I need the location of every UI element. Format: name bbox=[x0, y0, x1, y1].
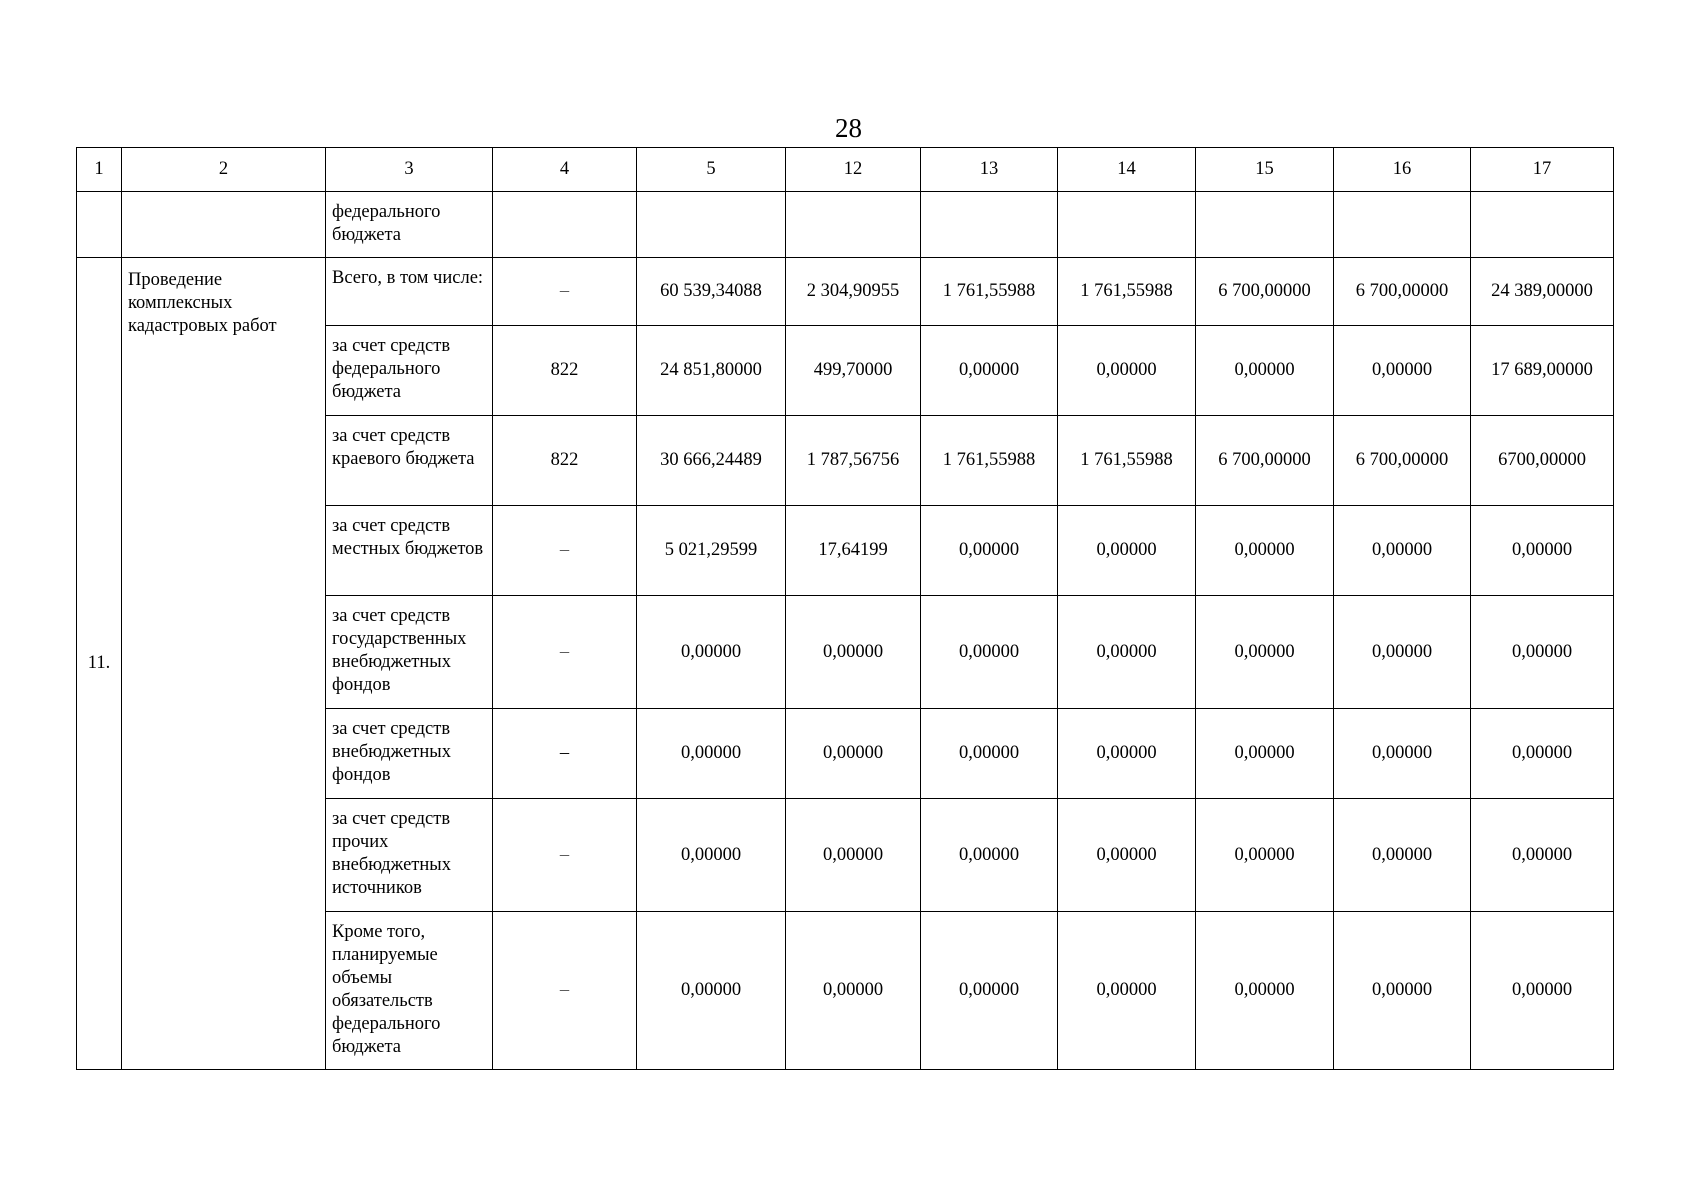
value-cell: 0,00000 bbox=[1196, 506, 1334, 596]
item-name-cell: Проведение комплексных кадастровых работ bbox=[122, 258, 326, 1070]
table-row bbox=[77, 258, 1614, 326]
empty-cell bbox=[1471, 192, 1614, 258]
value-cell: 0,00000 bbox=[921, 709, 1058, 799]
value-cell: 0,00000 bbox=[921, 506, 1058, 596]
empty-cell bbox=[1196, 192, 1334, 258]
value-cell: 1 761,55988 bbox=[1058, 416, 1196, 506]
value-cell: 0,00000 bbox=[786, 799, 921, 912]
value-cell: 0,00000 bbox=[1058, 326, 1196, 416]
value-cell: 0,00000 bbox=[921, 912, 1058, 1070]
code-cell: – bbox=[493, 799, 637, 912]
value-cell: 0,00000 bbox=[786, 596, 921, 709]
value-cell: 1 761,55988 bbox=[921, 416, 1058, 506]
empty-cell bbox=[122, 192, 326, 258]
value-cell: 17,64199 bbox=[786, 506, 921, 596]
empty-cell bbox=[77, 192, 122, 258]
code-cell: – bbox=[493, 709, 637, 799]
value-cell: 60 539,34088 bbox=[637, 258, 786, 326]
page-number: 28 bbox=[835, 113, 862, 143]
value-cell: 0,00000 bbox=[1471, 506, 1614, 596]
value-cell: 0,00000 bbox=[1058, 596, 1196, 709]
column-number-cell: 14 bbox=[1058, 148, 1196, 192]
value-cell: 499,70000 bbox=[786, 326, 921, 416]
value-cell: 0,00000 bbox=[1471, 596, 1614, 709]
value-cell: 0,00000 bbox=[1334, 799, 1471, 912]
column-number-cell: 13 bbox=[921, 148, 1058, 192]
value-cell: 0,00000 bbox=[1471, 709, 1614, 799]
value-cell: 1 761,55988 bbox=[921, 258, 1058, 326]
empty-cell bbox=[493, 192, 637, 258]
value-cell: 24 851,80000 bbox=[637, 326, 786, 416]
funding-source-cell: федерального бюджета bbox=[326, 192, 493, 258]
code-cell: – bbox=[493, 258, 637, 326]
value-cell: 17 689,00000 bbox=[1471, 326, 1614, 416]
item-number-cell: 11. bbox=[77, 258, 122, 1070]
value-cell: 0,00000 bbox=[1471, 799, 1614, 912]
header-row bbox=[77, 148, 1614, 192]
value-cell: 1 787,56756 bbox=[786, 416, 921, 506]
value-cell: 0,00000 bbox=[1196, 596, 1334, 709]
column-number-cell: 17 bbox=[1471, 148, 1614, 192]
column-number-cell: 3 bbox=[326, 148, 493, 192]
empty-cell bbox=[1058, 192, 1196, 258]
column-number-cell: 2 bbox=[122, 148, 326, 192]
value-cell: 6 700,00000 bbox=[1334, 258, 1471, 326]
value-cell: 0,00000 bbox=[1334, 912, 1471, 1070]
value-cell: 0,00000 bbox=[1196, 709, 1334, 799]
code-cell: 822 bbox=[493, 326, 637, 416]
value-cell: 0,00000 bbox=[1334, 596, 1471, 709]
empty-cell bbox=[637, 192, 786, 258]
funding-source-cell: за счет средств государственных внебюджетных фондов bbox=[326, 596, 493, 709]
value-cell: 0,00000 bbox=[1058, 912, 1196, 1070]
column-number-cell: 12 bbox=[786, 148, 921, 192]
value-cell: 0,00000 bbox=[637, 912, 786, 1070]
value-cell: 0,00000 bbox=[1058, 506, 1196, 596]
value-cell: 0,00000 bbox=[786, 709, 921, 799]
value-cell: 0,00000 bbox=[1196, 912, 1334, 1070]
column-number-cell: 1 bbox=[77, 148, 122, 192]
column-number-cell: 16 bbox=[1334, 148, 1471, 192]
funding-source-cell: за счет средств федерального бюджета bbox=[326, 326, 493, 416]
funding-source-cell: за счет средств прочих внебюджетных источников bbox=[326, 799, 493, 912]
value-cell: 0,00000 bbox=[921, 596, 1058, 709]
empty-cell bbox=[1334, 192, 1471, 258]
code-cell: – bbox=[493, 506, 637, 596]
value-cell: 0,00000 bbox=[637, 596, 786, 709]
value-cell: 0,00000 bbox=[1334, 709, 1471, 799]
empty-cell bbox=[786, 192, 921, 258]
value-cell: 6 700,00000 bbox=[1196, 258, 1334, 326]
value-cell: 0,00000 bbox=[1334, 326, 1471, 416]
value-cell: 0,00000 bbox=[1058, 799, 1196, 912]
value-cell: 0,00000 bbox=[1334, 506, 1471, 596]
value-cell: 6700,00000 bbox=[1471, 416, 1614, 506]
value-cell: 0,00000 bbox=[786, 912, 921, 1070]
value-cell: 0,00000 bbox=[1058, 709, 1196, 799]
value-cell: 24 389,00000 bbox=[1471, 258, 1614, 326]
column-number-cell: 4 bbox=[493, 148, 637, 192]
value-cell: 0,00000 bbox=[921, 799, 1058, 912]
code-cell: – bbox=[493, 912, 637, 1070]
budget-table bbox=[76, 147, 1614, 1070]
continuation-row bbox=[77, 192, 1614, 258]
value-cell: 1 761,55988 bbox=[1058, 258, 1196, 326]
value-cell: 0,00000 bbox=[1196, 799, 1334, 912]
code-cell: 822 bbox=[493, 416, 637, 506]
value-cell: 6 700,00000 bbox=[1334, 416, 1471, 506]
code-cell: – bbox=[493, 596, 637, 709]
value-cell: 30 666,24489 bbox=[637, 416, 786, 506]
funding-source-cell: Кроме того, планируемые объемы обязательств федерального бюджета bbox=[326, 912, 493, 1070]
funding-source-cell: за счет средств краевого бюджета bbox=[326, 416, 493, 506]
value-cell: 0,00000 bbox=[921, 326, 1058, 416]
value-cell: 0,00000 bbox=[637, 799, 786, 912]
value-cell: 0,00000 bbox=[1471, 912, 1614, 1070]
value-cell: 0,00000 bbox=[637, 709, 786, 799]
funding-source-cell: за счет средств внебюджетных фондов bbox=[326, 709, 493, 799]
value-cell: 2 304,90955 bbox=[786, 258, 921, 326]
column-number-cell: 5 bbox=[637, 148, 786, 192]
value-cell: 5 021,29599 bbox=[637, 506, 786, 596]
funding-source-cell: Всего, в том числе: bbox=[326, 258, 493, 326]
empty-cell bbox=[921, 192, 1058, 258]
funding-source-cell: за счет средств местных бюджетов bbox=[326, 506, 493, 596]
column-number-cell: 15 bbox=[1196, 148, 1334, 192]
value-cell: 6 700,00000 bbox=[1196, 416, 1334, 506]
value-cell: 0,00000 bbox=[1196, 326, 1334, 416]
